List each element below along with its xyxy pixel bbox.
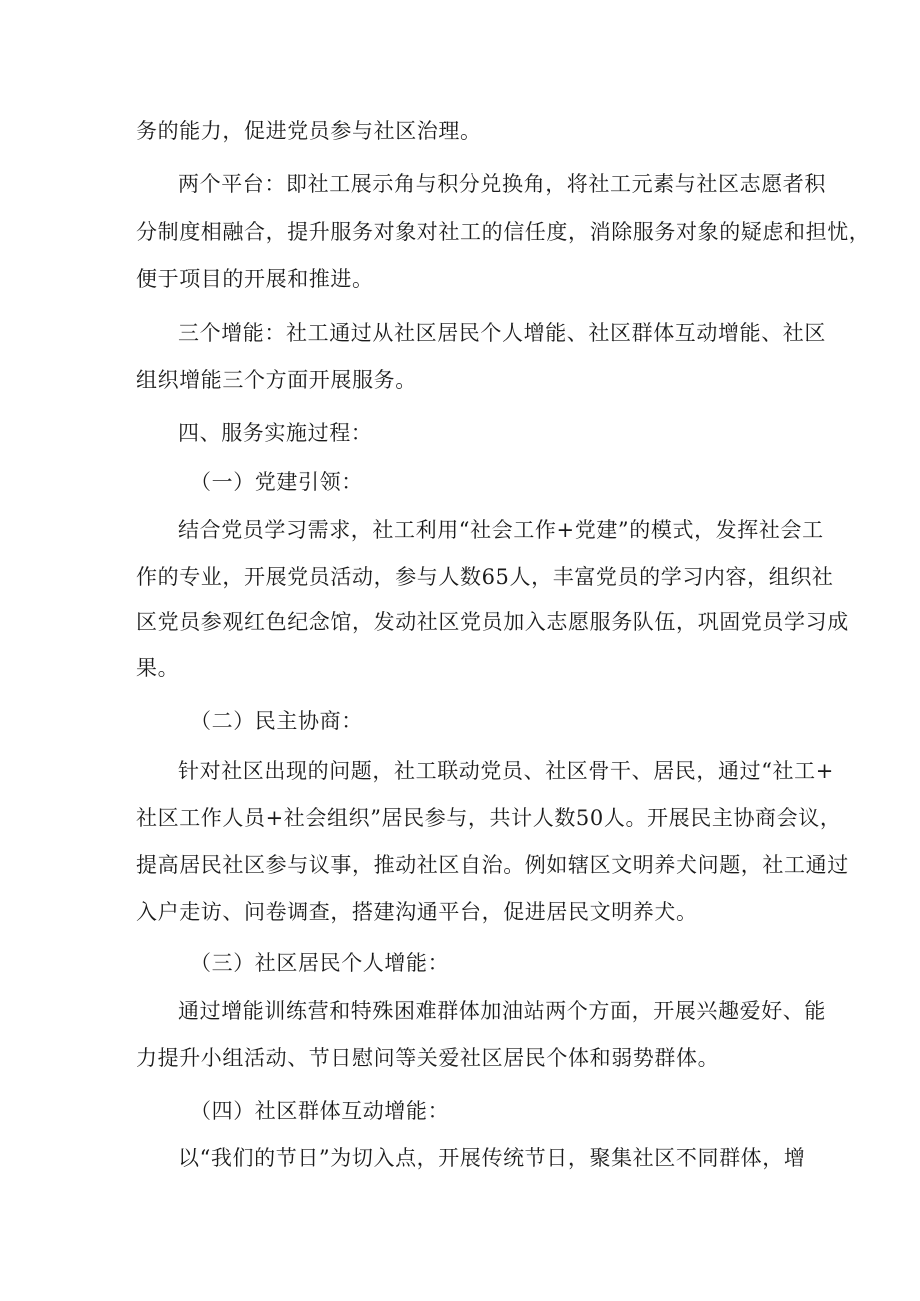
- paragraph-line: 以“我们的节日”为切入点，开展传统节日，聚集社区不同群体，增: [178, 1146, 806, 1170]
- subsection-heading: （一）党建引领：: [190, 470, 363, 494]
- paragraph-line: 三个增能：社工通过从社区居民个人增能、社区群体互动增能、社区: [178, 321, 826, 345]
- subsection-heading: （三）社区居民个人增能：: [190, 951, 450, 975]
- paragraph-line: 区党员参观红色纪念馆，发动社区党员加入志愿服务队伍，巩固党员学习成: [136, 610, 849, 634]
- paragraph-line: 作的专业，开展党员活动，参与人数65人，丰富党员的学习内容，组织社: [136, 565, 834, 589]
- paragraph-line: 组织增能三个方面开展服务。: [136, 368, 417, 392]
- paragraph-line: 提高居民社区参与议事，推动社区自治。例如辖区文明养犬问题，社工通过: [136, 853, 849, 877]
- paragraph-line: 力提升小组活动、节日慰问等关爱社区居民个体和弱势群体。: [136, 1046, 720, 1070]
- paragraph-line: 果。: [136, 656, 180, 680]
- paragraph-line: 入户走访、问卷调查，搭建沟通平台，促进居民文明养犬。: [136, 900, 698, 924]
- paragraph-line: 便于项目的开展和推进。: [136, 267, 374, 291]
- paragraph-line: 结合党员学习需求，社工利用“社会工作+党建”的模式，发挥社会工: [178, 518, 824, 542]
- paragraph-line: 社区工作人员+社会组织”居民参与，共计人数50人。开展民主协商会议，: [136, 806, 842, 830]
- paragraph-line: 通过增能训练营和特殊困难群体加油站两个方面，开展兴趣爱好、能: [178, 999, 826, 1023]
- paragraph-line: 务的能力，促进党员参与社区治理。: [136, 119, 482, 143]
- paragraph-line: 两个平台：即社工展示角与积分兑换角，将社工元素与社区志愿者积: [178, 172, 826, 196]
- paragraph-line: 针对社区出现的问题，社工联动党员、社区骨干、居民，通过“社工+: [178, 759, 834, 783]
- subsection-heading: （四）社区群体互动增能：: [190, 1099, 450, 1123]
- paragraph-line: 分制度相融合，提升服务对象对社工的信任度，消除服务对象的疑虑和担忧，: [136, 220, 871, 244]
- section-heading: 四、服务实施过程：: [178, 421, 373, 445]
- subsection-heading: （二）民主协商：: [190, 709, 363, 733]
